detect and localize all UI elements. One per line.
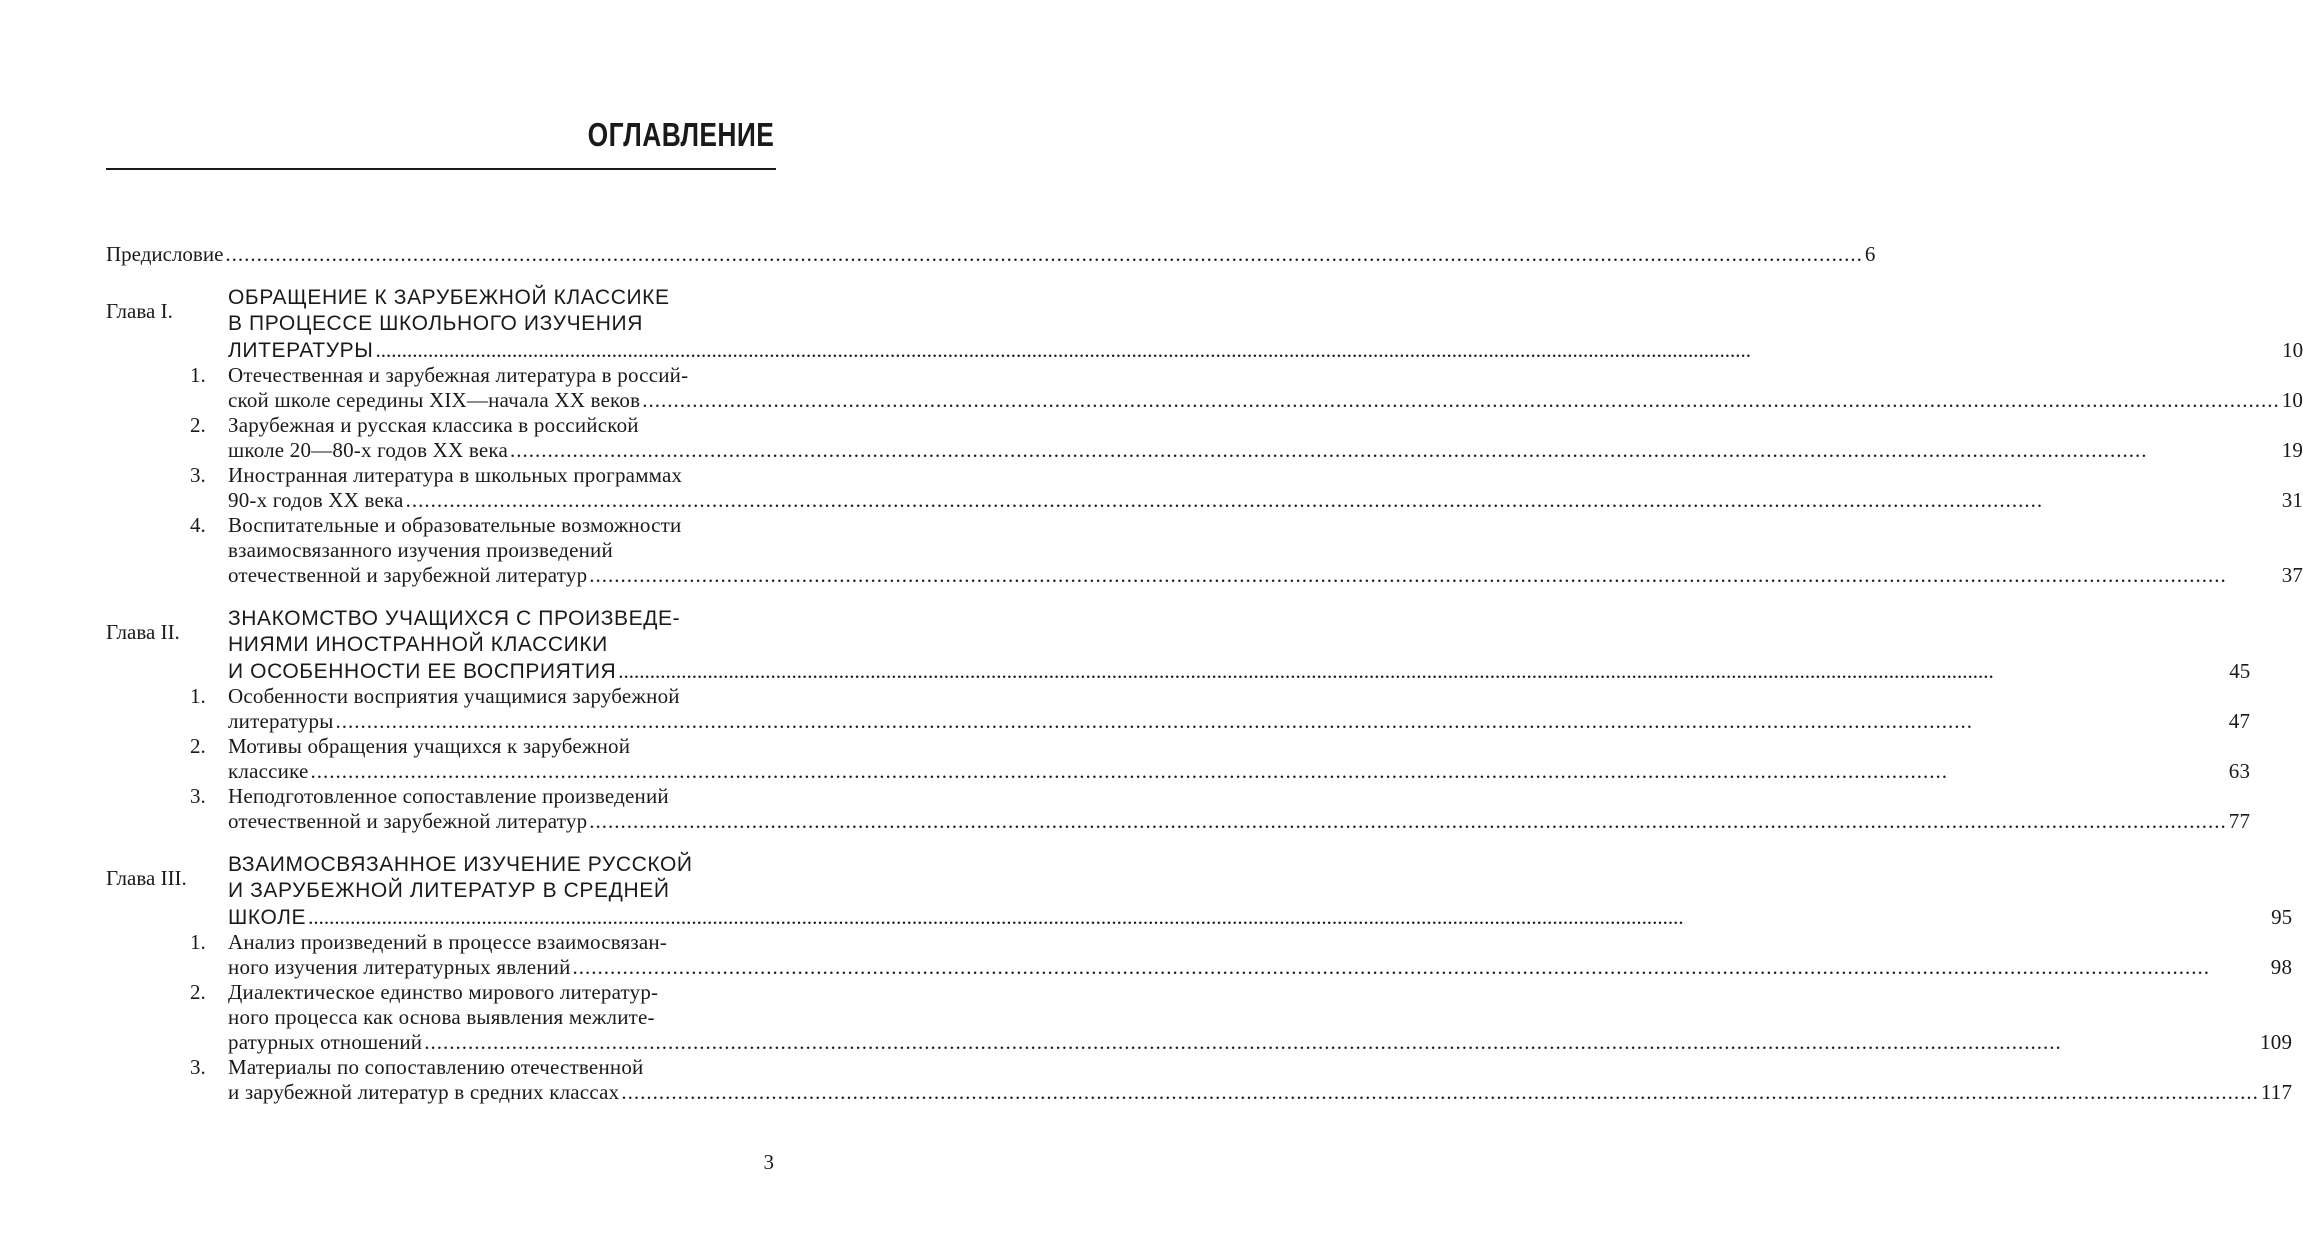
section-number: 4.	[190, 513, 206, 537]
section-line	[228, 363, 2303, 388]
section-line	[228, 784, 2250, 809]
page-title: ОГЛАВЛЕНИЕ	[587, 116, 774, 153]
section-text: и зарубежной литератур в средних классах	[228, 1080, 620, 1104]
section-line	[228, 463, 2303, 488]
section-number: 2.	[190, 734, 206, 758]
section-line	[228, 684, 2250, 709]
dot-leader	[589, 809, 2227, 834]
toc-page-number: 19	[2281, 438, 2303, 462]
section-body	[228, 734, 2250, 784]
toc-page-number: 37	[2281, 563, 2303, 587]
chapter-title-text: В ПРОЦЕССЕ ШКОЛЬНОГО ИЗУЧЕНИЯ	[228, 312, 644, 335]
chapter-title-text: НИЯМИ ИНОСТРАННОЙ КЛАССИКИ	[228, 633, 608, 656]
section-text: Отечественная и зарубежная литература в россий-	[228, 363, 689, 387]
section-text: Анализ произведений в процессе взаимосвязан-	[228, 930, 668, 954]
toc-page-number: 98	[2270, 955, 2293, 979]
toc-chapter-1	[106, 285, 2303, 588]
toc-section[interactable]	[190, 784, 2250, 834]
chapter-body	[190, 852, 2293, 1105]
toc-section[interactable]	[190, 930, 2292, 980]
chapter-title-text: ЗНАКОМСТВО УЧАЩИХСЯ С ПРОИЗВЕДЕ-	[228, 607, 681, 630]
toc-section[interactable]	[190, 1055, 2292, 1105]
dot-leader	[573, 955, 2269, 980]
chapters-list	[106, 285, 2303, 1105]
chapter-sections	[190, 930, 2292, 1105]
section-body	[228, 363, 2303, 413]
toc-page-number: 63	[2228, 759, 2251, 783]
section-number: 2.	[190, 980, 206, 1004]
toc-page-number: 45	[2229, 659, 2251, 683]
section-line	[228, 1005, 2292, 1030]
section-body	[228, 684, 2250, 734]
toc-page-number: 77	[2228, 809, 2251, 833]
section-line	[228, 980, 2292, 1005]
section-line	[228, 563, 2303, 588]
section-line	[228, 955, 2292, 980]
chapter-title-line	[228, 632, 2250, 658]
toc-section[interactable]	[190, 513, 2303, 588]
section-text: отечественной и зарубежной литератур	[228, 563, 588, 587]
dot-leader	[310, 759, 2226, 784]
toc-entry-text: Предисловие	[106, 242, 224, 266]
toc-section[interactable]	[190, 684, 2250, 734]
section-line	[228, 488, 2303, 513]
section-line	[228, 759, 2250, 784]
section-number: 2.	[190, 413, 206, 437]
toc-section[interactable]	[190, 363, 2303, 413]
toc-section[interactable]	[190, 463, 2303, 513]
section-text: взаимосвязанного изучения произведений	[228, 538, 613, 562]
chapter-label: Глава II.	[106, 620, 180, 644]
section-text: Воспитательные и образовательные возможности	[228, 513, 682, 537]
section-line	[228, 438, 2303, 463]
section-body	[228, 1055, 2292, 1105]
section-text: отечественной и зарубежной литератур	[228, 809, 588, 833]
chapter-label: Глава I.	[106, 299, 173, 323]
chapter-title-line[interactable]	[228, 904, 2292, 930]
chapter-title-line	[228, 285, 2303, 311]
dot-leader	[589, 563, 2279, 588]
title-rule	[106, 168, 776, 170]
chapter-title-text: ЛИТЕРАТУРЫ	[228, 339, 374, 362]
section-text: 90-х годов XX века	[228, 488, 404, 512]
section-text: школе 20—80-х годов XX века	[228, 438, 508, 462]
section-body	[228, 463, 2303, 513]
section-body	[228, 513, 2303, 588]
dot-leader	[308, 904, 2269, 930]
section-text: Мотивы обращения учащихся к зарубежной	[228, 734, 631, 758]
toc-page-number: 31	[2281, 488, 2303, 512]
dot-leader	[225, 242, 1863, 267]
section-text: Диалектическое единство мирового литератур-	[228, 980, 659, 1004]
dot-leader	[336, 709, 2227, 734]
toc-section[interactable]	[190, 413, 2303, 463]
section-body	[228, 980, 2292, 1055]
section-number: 1.	[190, 363, 206, 387]
toc-section[interactable]	[190, 734, 2250, 784]
section-line	[228, 413, 2303, 438]
section-line	[228, 1055, 2292, 1080]
section-line	[228, 930, 2292, 955]
section-line	[228, 709, 2250, 734]
chapter-title-line	[228, 311, 2303, 337]
dot-leader	[642, 388, 2280, 413]
chapter-title-text: И ОСОБЕННОСТИ ЕЕ ВОСПРИЯТИЯ	[228, 660, 617, 683]
dot-leader	[510, 438, 2280, 463]
chapter-title-line[interactable]	[228, 337, 2303, 363]
section-line	[228, 809, 2250, 834]
chapter-title-line	[228, 878, 2292, 904]
chapter-title-text: ОБРАЩЕНИЕ К ЗАРУБЕЖНОЙ КЛАССИКЕ	[228, 286, 670, 309]
dot-leader	[375, 337, 2280, 363]
section-number: 3.	[190, 463, 206, 487]
section-text: Материалы по сопоставлению отечественной	[228, 1055, 644, 1079]
section-text: Зарубежная и русская классика в российской	[228, 413, 639, 437]
section-text: ской школе середины XIX—начала XX веков	[228, 388, 641, 412]
toc-page-number: 10	[2282, 338, 2303, 362]
section-number: 1.	[190, 930, 206, 954]
dot-leader	[621, 1080, 2259, 1105]
section-text: Особенности восприятия учащимися зарубежной	[228, 684, 680, 708]
toc-page-number: 47	[2228, 709, 2251, 733]
section-text: классике	[228, 759, 309, 783]
chapter-sections	[190, 684, 2250, 834]
chapter-title-line[interactable]	[228, 658, 2250, 684]
section-line	[228, 1030, 2292, 1055]
section-line	[228, 513, 2303, 538]
chapter-label: Глава III.	[106, 866, 187, 890]
toc-page-number: 10	[2281, 388, 2303, 412]
chapter-sections	[190, 363, 2303, 588]
chapter-title-text: ВЗАИМОСВЯЗАННОЕ ИЗУЧЕНИЕ РУССКОЙ	[228, 853, 693, 876]
section-line	[228, 734, 2250, 759]
toc-page-number: 117	[2260, 1080, 2293, 1104]
section-text: ного изучения литературных явлений	[228, 955, 571, 979]
dot-leader	[406, 488, 2280, 513]
toc-entry-preface[interactable]	[106, 242, 1876, 267]
section-line	[228, 388, 2303, 413]
toc-page-number: 109	[2260, 1030, 2293, 1054]
page-number: 3	[763, 1150, 774, 1174]
section-line	[228, 538, 2303, 563]
section-text: ратурных отношений	[228, 1030, 423, 1054]
chapter-title-line	[228, 606, 2250, 632]
section-number: 3.	[190, 1055, 206, 1079]
toc-page-number: 6	[1864, 242, 1876, 266]
section-text: ного процесса как основа выявления межлите-	[228, 1005, 655, 1029]
toc-chapter-2	[106, 606, 2251, 834]
section-body	[228, 413, 2303, 463]
toc-page-number: 95	[2271, 905, 2293, 929]
toc-chapter-3	[106, 852, 2293, 1105]
section-body	[228, 930, 2292, 980]
section-line	[228, 1080, 2292, 1105]
dot-leader	[424, 1030, 2258, 1055]
toc-section[interactable]	[190, 980, 2292, 1055]
dot-leader	[618, 658, 2227, 684]
section-text: Иностранная литература в школьных программах	[228, 463, 683, 487]
section-number: 3.	[190, 784, 206, 808]
chapter-title-line	[228, 852, 2292, 878]
section-text: литературы	[228, 709, 334, 733]
section-text: Неподготовленное сопоставление произведений	[228, 784, 669, 808]
table-of-contents	[106, 242, 2303, 1105]
chapter-body	[190, 285, 2303, 588]
chapter-title-text: ШКОЛЕ	[228, 906, 307, 929]
chapter-title-text: И ЗАРУБЕЖНОЙ ЛИТЕРАТУР В СРЕДНЕЙ	[228, 879, 670, 902]
chapter-body	[190, 606, 2251, 834]
section-body	[228, 784, 2250, 834]
section-number: 1.	[190, 684, 206, 708]
